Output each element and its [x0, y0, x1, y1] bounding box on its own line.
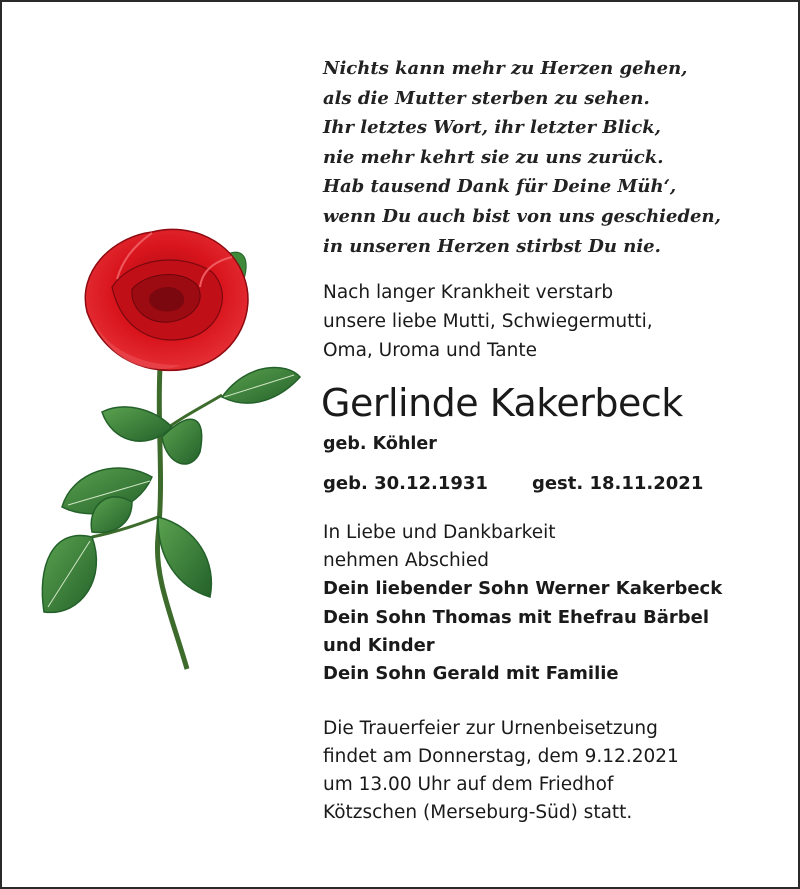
life-dates	[323, 471, 783, 497]
mourner-line: Dein Sohn Thomas mit Ehefrau Bärbel	[323, 606, 710, 628]
poem-line: als die Mutter sterben zu sehen.	[323, 87, 650, 109]
birth-date: geb. 30.12.1931	[323, 473, 488, 495]
mourner-line: Dein Sohn Gerald mit Familie	[323, 663, 619, 685]
maiden-name: geb. Köhler	[323, 434, 437, 455]
funeral-details	[323, 715, 783, 828]
death-announcement	[323, 278, 783, 365]
mourners-intro-line: nehmen Abschied	[323, 550, 490, 572]
poem-line: nie mehr kehrt sie zu uns zurück.	[323, 146, 664, 168]
mourner-line: und Kinder	[323, 634, 435, 656]
poem	[323, 54, 783, 261]
poem-line: Nichts kann mehr zu Herzen gehen,	[323, 58, 688, 79]
poem-line: in unseren Herzen stirbst Du nie.	[323, 235, 661, 257]
poem-line: Hab tausend Dank für Deine Müh‘,	[323, 176, 677, 198]
announcement-line: Oma, Uroma und Tante	[323, 340, 537, 362]
announcement-line: unsere liebe Mutti, Schwiegermutti,	[323, 311, 653, 333]
poem-line: wenn Du auch bist von uns geschieden,	[323, 205, 721, 227]
mourners-intro	[323, 519, 783, 575]
mourner-line: Dein liebender Sohn Werner Kakerbeck	[323, 578, 723, 600]
red-rose-icon	[32, 217, 312, 677]
funeral-line: Die Trauerfeier zur Urnenbeisetzung	[323, 717, 658, 739]
funeral-line: findet am Donnerstag, dem 9.12.2021	[323, 745, 679, 767]
deceased-name: Gerlinde Kakerbeck	[321, 381, 683, 426]
mourners-list	[323, 575, 783, 689]
obituary-text-column	[323, 54, 783, 828]
poem-line: Ihr letztes Wort, ihr letzter Blick,	[323, 117, 661, 139]
funeral-line: Kötzschen (Merseburg-Süd) statt.	[323, 802, 633, 824]
announcement-line: Nach langer Krankheit verstarb	[323, 282, 614, 304]
funeral-line: um 13.00 Uhr auf dem Friedhof	[323, 774, 614, 796]
death-date: gest. 18.11.2021	[531, 473, 704, 495]
mourners-intro-line: In Liebe und Dankbarkeit	[323, 522, 556, 544]
